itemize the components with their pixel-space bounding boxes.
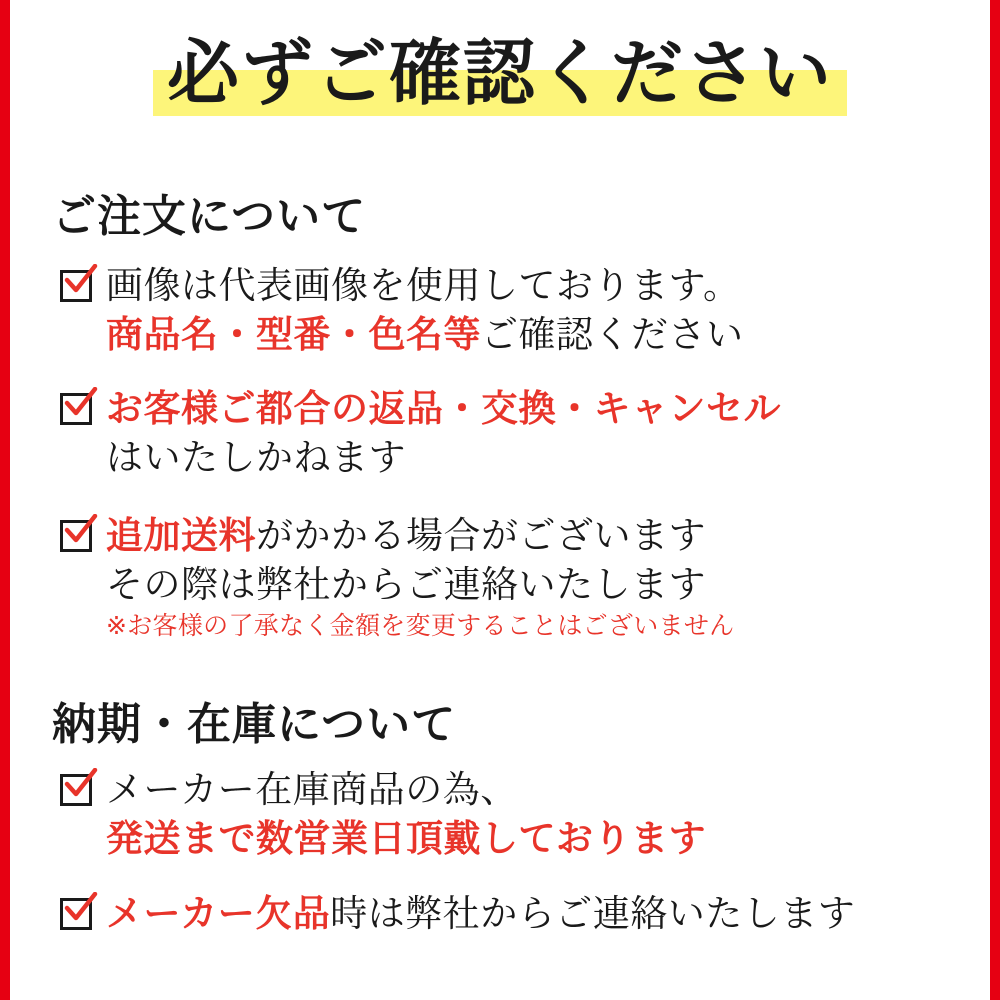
- footnote: ※お客様の了承なく金額を変更することはございません: [106, 610, 735, 640]
- text-line: メーカー在庫商品の為、: [106, 768, 518, 811]
- checkbox-checked-icon: [58, 389, 98, 429]
- section-heading-orders: ご注文について: [52, 191, 367, 242]
- list-item-text: [106, 890, 855, 939]
- list-item-text: [106, 512, 990, 642]
- text-plain: ご確認ください: [481, 312, 744, 356]
- text-line: [106, 313, 744, 356]
- text-emphasis: メーカー欠品: [106, 892, 331, 935]
- notice-content: [10, 0, 990, 1000]
- text-line: 発送まで数営業日頂戴しております: [106, 816, 706, 860]
- text-line: [106, 514, 706, 557]
- checkbox-checked-icon: [58, 770, 98, 810]
- text-line: [106, 892, 855, 935]
- section-heading-delivery: 納期・在庫について: [52, 699, 457, 750]
- page-title-wrapper: [10, 31, 990, 115]
- list-item-text: [106, 766, 990, 864]
- checkbox-checked-icon: [58, 516, 98, 556]
- page-title: [153, 31, 847, 115]
- text-plain: 時は弊社からご連絡いたします: [330, 892, 856, 935]
- list-item: [58, 385, 990, 483]
- text-line: お客様ご都合の返品・交換・キャンセル: [106, 387, 781, 430]
- list-item-text: [106, 385, 990, 483]
- list-item: [58, 512, 990, 642]
- checkbox-checked-icon: [58, 266, 98, 306]
- list-item-text: [106, 262, 990, 360]
- text-plain: がかかる場合がございます: [256, 514, 706, 557]
- text-line: はいたしかねます: [106, 435, 406, 479]
- list-item: [58, 890, 855, 939]
- text-emphasis: 追加送料: [106, 514, 256, 557]
- checkbox-checked-icon: [58, 894, 98, 934]
- list-item: [58, 262, 990, 360]
- page-title-text: 必ずご確認ください: [166, 31, 833, 115]
- list-item: [58, 766, 990, 864]
- text-line: その際は弊社からご連絡いたします: [106, 562, 706, 606]
- text-emphasis: 商品名・型番・色名等: [106, 312, 481, 356]
- text-line: 画像は代表画像を使用しております。: [106, 264, 741, 307]
